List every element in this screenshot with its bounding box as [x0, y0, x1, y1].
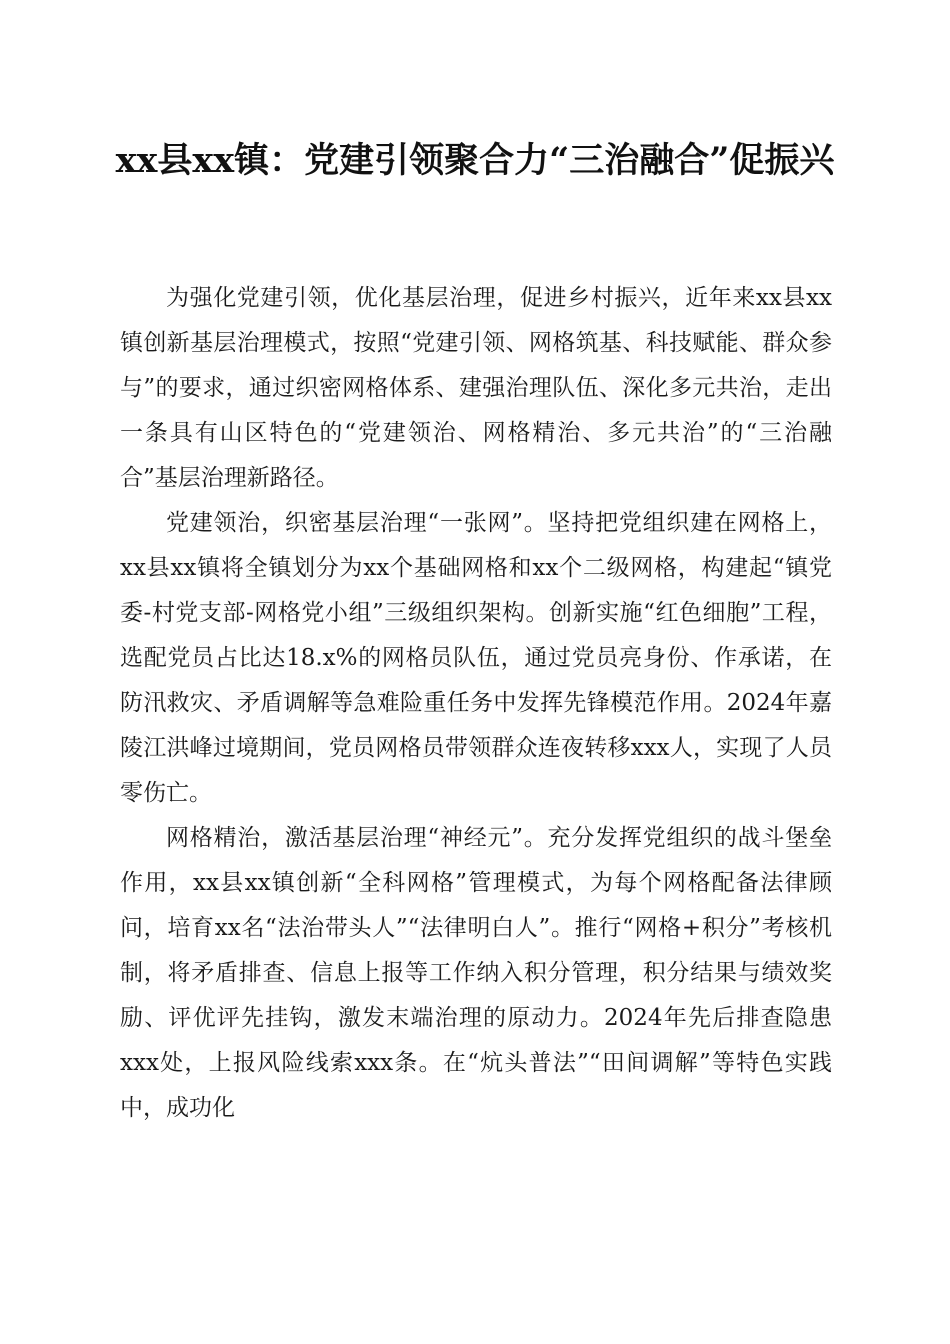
paragraph-grid-governance: 网格精治，激活基层治理“神经元”。充分发挥党组织的战斗堡垒作用，xx县xx镇创新“全科网格”管理模式，为每个网格配备法律顾问，培育xx名“法治带头人”“法律明白人”。推行“网格+积分”考核机制，将矛盾排查、信息上报等工作纳入积分管理，积分结果与绩效奖励、评优评先挂钩，激发末端治理的原动力。2024年先后排查隐患xxx处，上报风险线索xxx条。在“炕头普法”“田间调解”等特色实践中，成功化 [120, 825, 832, 1121]
document-title: xx县xx镇：党建引领聚合力“三治融合”促振兴 [115, 140, 835, 181]
document-body [120, 276, 832, 1131]
paragraph-intro: 为强化党建引领，优化基层治理，促进乡村振兴，近年来xx县xx镇创新基层治理模式，按照“党建引领、网格筑基、科技赋能、群众参与”的要求，通过织密网格体系、建强治理队伍、深化多元共治，走出一条具有山区特色的“党建领治、网格精治、多元共治”的“三治融合”基层治理新路径。 [120, 285, 832, 491]
paragraph-party-building: 党建领治，织密基层治理“一张网”。坚持把党组织建在网格上，xx县xx镇将全镇划分为xx个基础网格和xx个二级网格，构建起“镇党委-村党支部-网格党小组”三级组织架构。创新实施“红色细胞”工程，选配党员占比达18.x%的网格员队伍，通过党员亮身份、作承诺，在防汛救灾、矛盾调解等急难险重任务中发挥先锋模范作用。2024年嘉陵江洪峰过境期间，党员网格员带领群众连夜转移xxx人，实现了人员零伤亡。 [120, 510, 832, 806]
